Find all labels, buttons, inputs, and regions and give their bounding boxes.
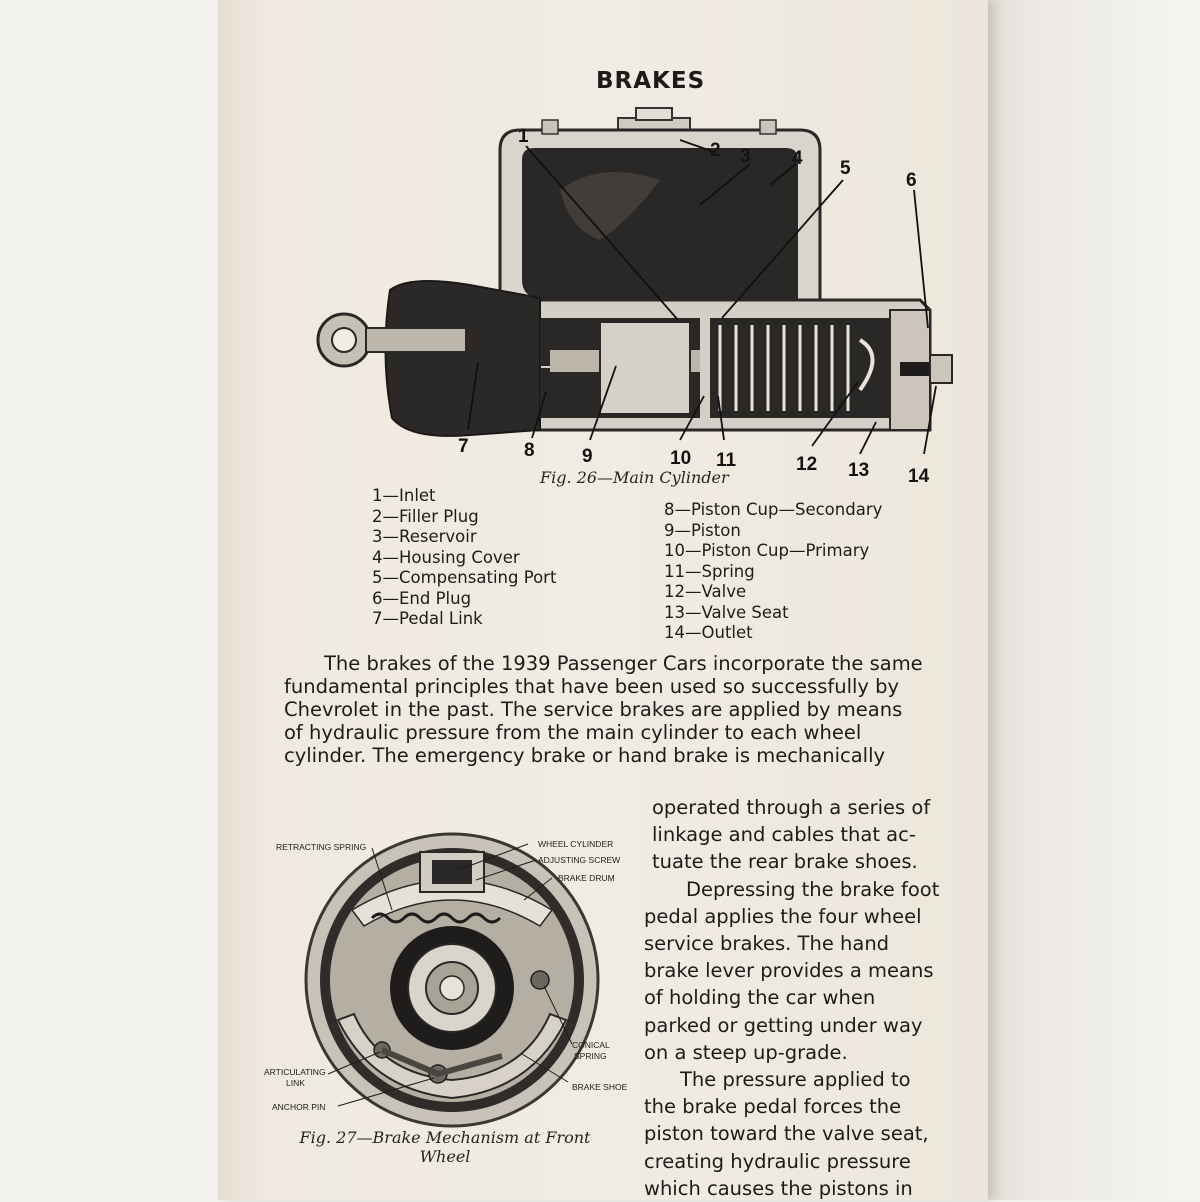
label-retracting-spring: RETRACTING SPRING xyxy=(276,842,367,852)
callout-12: 12 xyxy=(796,454,818,475)
callout-9: 9 xyxy=(582,446,593,467)
text-line: tuate the rear brake shoes. xyxy=(652,850,918,874)
text-line: brake lever provides a means xyxy=(644,959,934,983)
caption-line: Fig. 27—Brake Mechanism at Front xyxy=(299,1128,591,1147)
fig27-caption xyxy=(280,1128,610,1166)
legend-item: 3—Reservoir xyxy=(372,527,477,546)
callout-11: 11 xyxy=(716,450,737,471)
text-line: of hydraulic pressure from the main cylinder to each wheel xyxy=(284,721,862,744)
fig26-legend-left xyxy=(372,486,556,630)
intro-paragraph xyxy=(284,652,956,767)
text-line: Depressing the brake foot xyxy=(686,877,940,901)
legend-item: 8—Piston Cup—Secondary xyxy=(664,500,883,519)
right-column-text xyxy=(644,794,960,1202)
text-line: on a steep up-grade. xyxy=(644,1040,848,1064)
callout-5: 5 xyxy=(840,158,851,179)
text-line: Chevrolet in the past. The service brakes are applied by means xyxy=(284,698,903,721)
text-line: service brakes. The hand xyxy=(644,932,890,956)
label-conical-spring: SPRING xyxy=(574,1051,607,1061)
callout-14: 14 xyxy=(908,466,930,487)
text-line: fundamental principles that have been used so successfully by xyxy=(284,675,900,698)
text-line: creating hydraulic pressure xyxy=(644,1149,911,1173)
legend-item: 5—Compensating Port xyxy=(372,568,557,587)
text-line: The pressure applied to xyxy=(680,1068,911,1092)
callout-2: 2 xyxy=(710,140,721,161)
page-title: BRAKES xyxy=(596,68,706,94)
callout-3: 3 xyxy=(740,146,751,167)
legend-item: 1—Inlet xyxy=(372,486,436,505)
legend-item: 10—Piston Cup—Primary xyxy=(664,541,870,560)
text-line: parked or getting under way xyxy=(644,1013,923,1037)
legend-item: 2—Filler Plug xyxy=(372,506,479,526)
callout-4: 4 xyxy=(792,148,803,169)
text-line: the brake pedal forces the xyxy=(644,1095,902,1119)
fig26-caption: Fig. 26—Main Cylinder xyxy=(540,468,729,487)
callout-6: 6 xyxy=(906,170,917,191)
label-conical-spring: CONICAL xyxy=(572,1040,610,1050)
legend-item: 9—Piston xyxy=(664,520,741,540)
text-line: linkage and cables that ac- xyxy=(652,823,916,847)
label-brake-shoe: BRAKE SHOE xyxy=(572,1082,628,1092)
main-cylinder-illustration xyxy=(300,100,980,490)
label-adjusting-screw: ADJUSTING SCREW xyxy=(538,855,621,865)
background-surface xyxy=(960,0,1200,1200)
callout-13: 13 xyxy=(848,460,870,481)
callout-10: 10 xyxy=(670,448,692,469)
legend-item: 12—Valve xyxy=(664,582,747,601)
legend-item: 13—Valve Seat xyxy=(664,602,789,622)
callout-7: 7 xyxy=(458,436,469,457)
caption-line: Wheel xyxy=(419,1147,471,1166)
text-line: which causes the pistons in xyxy=(644,1176,913,1200)
text-line: piston toward the valve seat, xyxy=(644,1122,929,1146)
text-line: operated through a series of xyxy=(652,796,931,819)
legend-item: 6—End Plug xyxy=(372,588,472,608)
fig26-legend-right xyxy=(664,500,882,644)
text-line: of holding the car when xyxy=(644,986,876,1010)
text-line: cylinder. The emergency brake or hand brake is mechanically xyxy=(284,744,886,767)
callout-1: 1 xyxy=(518,126,529,147)
label-articulating-link: ARTICULATING xyxy=(264,1067,326,1077)
callout-8: 8 xyxy=(524,440,535,461)
brake-mechanism-labels xyxy=(262,830,642,1120)
label-anchor-pin: ANCHOR PIN xyxy=(272,1102,326,1112)
legend-item: 7—Pedal Link xyxy=(372,609,483,628)
legend-item: 14—Outlet xyxy=(664,623,753,642)
legend-item: 11—Spring xyxy=(664,561,755,581)
text-line: pedal applies the four wheel xyxy=(644,904,922,928)
label-articulating-link: LINK xyxy=(286,1078,305,1088)
legend-item: 4—Housing Cover xyxy=(372,547,520,567)
text-line: The brakes of the 1939 Passenger Cars incorporate the same xyxy=(324,652,923,675)
label-wheel-cylinder: WHEEL CYLINDER xyxy=(538,839,614,849)
label-brake-drum: BRAKE DRUM xyxy=(558,873,615,883)
